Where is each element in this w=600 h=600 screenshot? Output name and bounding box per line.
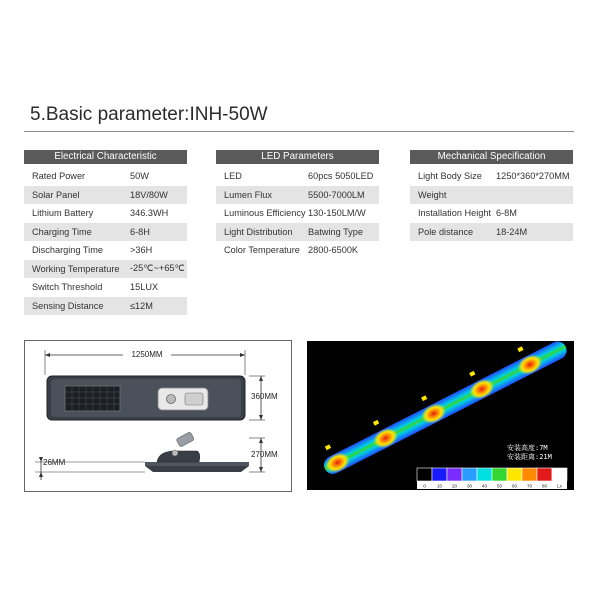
scale-swatch <box>462 468 477 481</box>
led-row <box>216 204 379 223</box>
mechanical-row <box>410 167 573 186</box>
scale-swatch <box>492 468 507 481</box>
spec-key: Rated Power <box>32 171 86 182</box>
spec-value: 130-150LM/W <box>308 208 366 219</box>
spec-key: Light Body Size <box>418 171 482 182</box>
spec-value: 346.3WH <box>130 208 169 219</box>
led-row <box>216 241 379 260</box>
electrical-row <box>24 204 187 223</box>
mechanical-header: Mechanical Specification <box>410 150 573 164</box>
spec-value: 18V/80W <box>130 189 168 200</box>
lamp-marker <box>373 420 379 426</box>
arrow-up-icon <box>259 376 263 381</box>
scale-label: 30 <box>466 483 473 489</box>
lamp-marker <box>469 371 475 377</box>
arrow-right-icon <box>240 353 245 357</box>
lamp-marker <box>325 444 331 450</box>
spec-key: Lumen Flux <box>224 189 273 200</box>
electrical-row <box>24 260 187 279</box>
spec-key: Discharging Time <box>32 245 103 256</box>
spec-key: Pole distance <box>418 226 474 237</box>
dimension-drawing <box>24 340 292 492</box>
spec-value: 5500-7000LM <box>308 189 365 200</box>
side-bracket <box>157 451 200 462</box>
install-height-text: 安装高度:7M <box>507 444 548 452</box>
arrow-up-icon-3 <box>39 472 43 477</box>
electrical-header: Electrical Characteristic <box>24 150 187 164</box>
arrow-up-icon-2 <box>259 438 263 443</box>
electrical-row <box>24 278 187 297</box>
spec-value: ≤12M <box>130 300 153 311</box>
led-row <box>216 186 379 205</box>
spec-value: 2800-6500K <box>308 245 359 256</box>
led-row <box>216 167 379 186</box>
electrical-table <box>24 150 187 315</box>
scale-label: Lx <box>557 483 562 489</box>
spec-key: Sensing Distance <box>32 300 104 311</box>
heatmap-svg <box>307 341 574 490</box>
scale-swatch <box>537 468 552 481</box>
mechanical-table <box>410 150 573 241</box>
scale-label: 50 <box>496 483 503 489</box>
led-row <box>216 223 379 242</box>
lamp-marker <box>517 346 523 352</box>
electrical-rows <box>24 167 187 315</box>
spec-key: Charging Time <box>32 226 92 237</box>
solar-panel <box>65 386 120 411</box>
spec-key: Solar Panel <box>32 189 80 200</box>
width-label: 1250MM <box>131 350 163 359</box>
arrow-left-icon <box>45 353 50 357</box>
light-distribution-heatmap <box>307 341 574 490</box>
bracket-bolt <box>167 395 176 404</box>
mechanical-row <box>410 186 573 205</box>
scale-label: 20 <box>451 483 458 489</box>
spec-value: Batwing Type <box>308 226 363 237</box>
spec-value: -25℃~+65℃ <box>130 263 185 274</box>
electrical-row <box>24 223 187 242</box>
scale-label: 60 <box>511 483 518 489</box>
spec-key: Working Temperature <box>32 263 120 274</box>
page-title: 5.Basic parameter:INH-50W <box>30 104 268 125</box>
lamp-side-top <box>145 462 249 466</box>
scale-label: 70 <box>526 483 533 489</box>
thickness-label: 26MM <box>43 458 66 467</box>
led-rows <box>216 167 379 260</box>
mechanical-rows <box>410 167 573 241</box>
scale-label: 40 <box>481 483 488 489</box>
bracket-clamp <box>185 393 203 405</box>
lamp-side-view <box>145 466 249 472</box>
spec-key: Weight <box>418 189 447 200</box>
scale-swatch <box>522 468 537 481</box>
spec-value: 60pcs 5050LED <box>308 171 374 182</box>
spec-value: >36H <box>130 245 153 256</box>
spec-value: 18-24M <box>496 226 528 237</box>
spec-key: Color Temperature <box>224 245 300 256</box>
electrical-row <box>24 167 187 186</box>
scale-swatch <box>477 468 492 481</box>
spec-value: 50W <box>130 171 149 182</box>
electrical-row <box>24 186 187 205</box>
spec-value: 15LUX <box>130 282 159 293</box>
scale-label: 0 <box>423 483 426 489</box>
scale-swatch <box>552 468 567 481</box>
spec-key: Luminous Efficiency <box>224 208 306 219</box>
scale-swatch <box>447 468 462 481</box>
arrow-down-icon-2 <box>259 467 263 472</box>
spec-value: 1250*360*270MM <box>496 171 570 182</box>
side-bolt <box>172 450 178 456</box>
spec-value: 6-8M <box>496 208 517 219</box>
height-label: 360MM <box>251 392 278 401</box>
mechanical-row <box>410 223 573 242</box>
spec-key: Installation Height <box>418 208 492 219</box>
depth-label: 270MM <box>251 450 278 459</box>
led-table <box>216 150 379 260</box>
scale-label: 80 <box>541 483 548 489</box>
title-divider <box>24 131 574 132</box>
spec-key: Light Distribution <box>224 226 293 237</box>
arrow-down-icon <box>259 415 263 420</box>
dimension-drawing-svg <box>25 341 291 491</box>
spec-key: LED <box>224 171 242 182</box>
spec-key: Switch Threshold <box>32 282 103 293</box>
install-distance-text: 安装距离:21M <box>507 453 552 461</box>
scale-label: 10 <box>436 483 443 489</box>
electrical-row <box>24 297 187 316</box>
scale-swatch <box>417 468 432 481</box>
electrical-row <box>24 241 187 260</box>
lamp-marker <box>421 395 427 401</box>
mechanical-row <box>410 204 573 223</box>
spec-value: 6-8H <box>130 226 150 237</box>
scale-swatch <box>432 468 447 481</box>
side-arm <box>176 432 194 447</box>
spec-key: Lithium Battery <box>32 208 94 219</box>
led-header: LED Parameters <box>216 150 379 164</box>
scale-swatch <box>507 468 522 481</box>
illuminance-scale <box>417 468 567 489</box>
